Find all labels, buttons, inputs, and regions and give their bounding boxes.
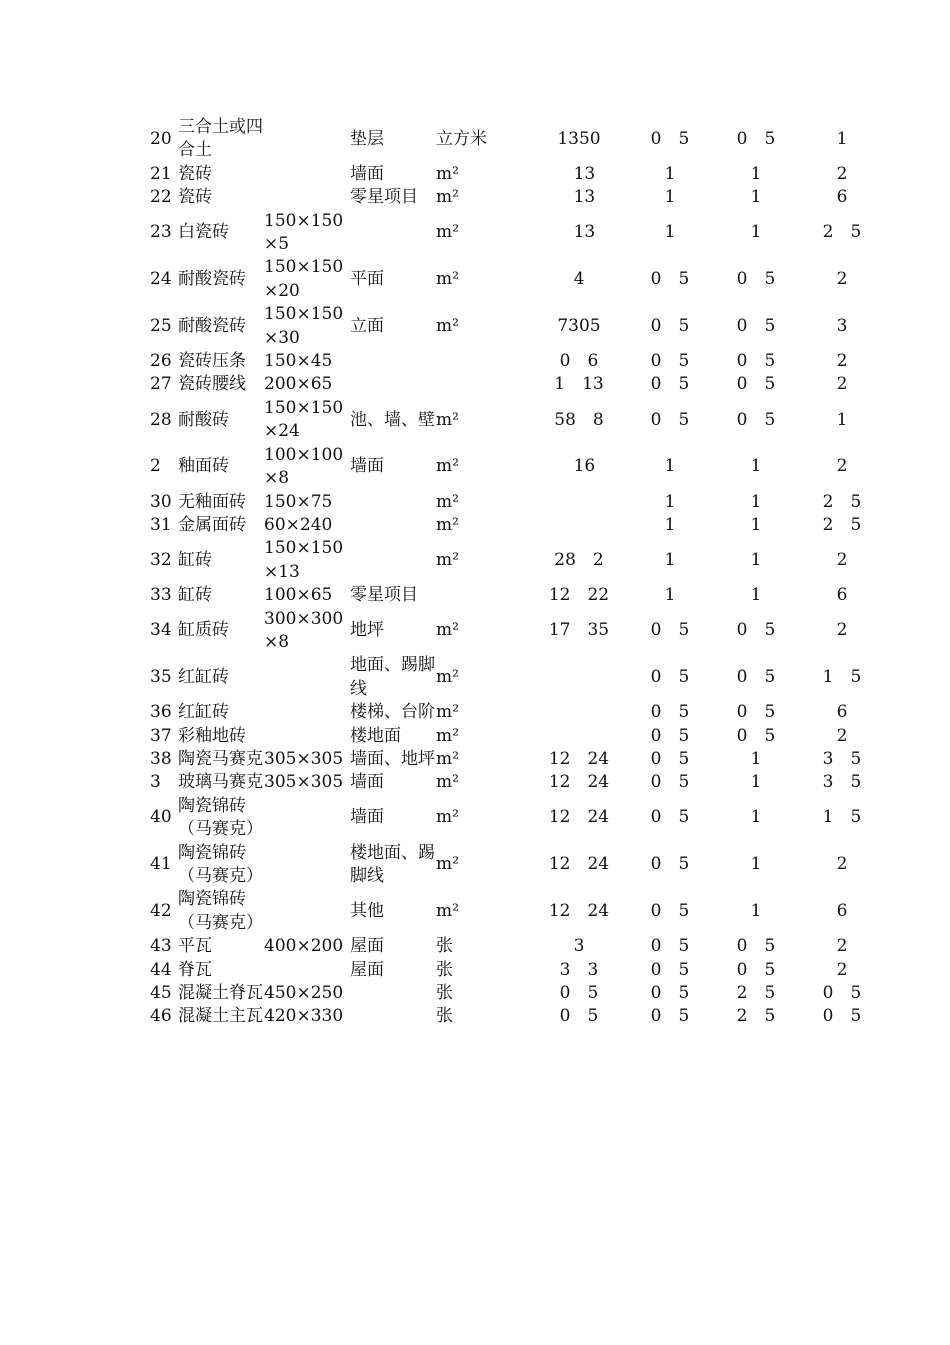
- usage-cell: [350, 514, 436, 537]
- unit-cell: m²: [436, 550, 459, 571]
- material-name-cell: 脊瓦: [178, 959, 212, 980]
- value-2-cell: 1: [664, 550, 676, 571]
- unit-cell: [436, 584, 531, 607]
- row-number-cell: 25: [150, 315, 172, 336]
- row-number-cell: 2: [150, 456, 161, 477]
- row-number-cell: 42: [150, 901, 172, 922]
- usage-cell: 墙面、地坪: [350, 748, 435, 769]
- table-row: [150, 888, 885, 935]
- row-number-cell: 33: [150, 585, 172, 606]
- table-row: [150, 444, 885, 491]
- material-name-cell: 陶瓷锦砖（马赛克）: [178, 842, 263, 886]
- material-name-cell: 金属面砖: [178, 514, 246, 535]
- value-3-cell: 0 5: [736, 702, 776, 723]
- value-4-cell: 2 5: [822, 514, 862, 535]
- value-1-cell: 7305: [557, 315, 601, 336]
- value-3-cell: 1: [750, 491, 762, 512]
- specification-cell: 150×45: [264, 351, 333, 372]
- unit-cell: 立方米: [436, 128, 487, 149]
- value-1-cell: 12 22: [548, 585, 610, 606]
- usage-cell: 垫层: [350, 128, 384, 149]
- value-3-cell: 1: [750, 163, 762, 184]
- table-row: [150, 210, 885, 257]
- value-4-cell: 0 5: [822, 983, 862, 1004]
- value-4-cell: 2: [836, 374, 848, 395]
- value-2-cell: 0 5: [650, 667, 690, 688]
- material-name-cell: 瓷砖腰线: [178, 374, 246, 395]
- table-row: [150, 654, 885, 701]
- value-1-cell: 13: [562, 163, 596, 184]
- usage-cell: [350, 491, 436, 514]
- unit-cell: m²: [436, 409, 459, 430]
- value-4-cell: 6: [836, 585, 848, 606]
- material-name-cell: 陶瓷锦砖（马赛克）: [178, 889, 263, 933]
- unit-cell: 张: [436, 983, 453, 1004]
- usage-cell: [350, 350, 436, 373]
- material-name-cell: 釉面砖: [178, 456, 229, 477]
- material-name-cell: 缸砖: [178, 550, 212, 571]
- row-number-cell: 43: [150, 936, 172, 957]
- specification-cell: 400×200: [264, 936, 344, 957]
- value-4-cell: 0 5: [822, 1006, 862, 1027]
- value-3-cell: 1: [750, 748, 762, 769]
- value-1-cell: 3 3: [559, 959, 599, 980]
- value-3-cell: 1: [750, 854, 762, 875]
- specification-cell: [264, 842, 350, 889]
- value-2-cell: 0 5: [650, 983, 690, 1004]
- value-1-cell: 13: [562, 222, 596, 243]
- value-3-cell: 0 5: [736, 725, 776, 746]
- value-4-cell: 2: [836, 936, 848, 957]
- value-4-cell: 2: [836, 620, 848, 641]
- unit-cell: m²: [436, 514, 459, 535]
- table-row: [150, 303, 885, 350]
- specification-cell: [264, 186, 350, 209]
- value-4-cell: 2: [836, 854, 848, 875]
- unit-cell: m²: [436, 187, 459, 208]
- value-2-cell: 0 5: [650, 374, 690, 395]
- value-2-cell: 0 5: [650, 807, 690, 828]
- table-row: [150, 1005, 885, 1028]
- value-2-cell: 1: [664, 456, 676, 477]
- value-2-cell: 0 5: [650, 409, 690, 430]
- usage-cell: [350, 982, 436, 1005]
- value-1-cell: 12 24: [548, 901, 610, 922]
- specification-cell: [264, 795, 350, 842]
- value-2-cell: 0 5: [650, 315, 690, 336]
- material-name-cell: 陶瓷马赛克: [178, 748, 263, 769]
- usage-cell: 屋面: [350, 936, 384, 957]
- value-4-cell: 2: [836, 725, 848, 746]
- specification-cell: 300×300×8: [264, 608, 344, 652]
- value-2-cell: 1: [664, 163, 676, 184]
- specification-cell: [264, 725, 350, 748]
- value-3-cell: 0 5: [736, 351, 776, 372]
- unit-cell: m²: [436, 748, 459, 769]
- table-row: [150, 842, 885, 889]
- table-row: [150, 959, 885, 982]
- specification-cell: 150×150×13: [264, 538, 344, 582]
- value-4-cell: 1: [836, 128, 848, 149]
- value-1-cell: [531, 654, 627, 701]
- table-row: [150, 725, 885, 748]
- row-number-cell: 28: [150, 409, 172, 430]
- row-number-cell: 21: [150, 163, 172, 184]
- value-4-cell: 2: [836, 269, 848, 290]
- value-2-cell: 1: [664, 222, 676, 243]
- row-number-cell: 45: [150, 983, 172, 1004]
- material-name-cell: 三合土或四合土: [178, 117, 263, 161]
- row-number-cell: 27: [150, 374, 172, 395]
- value-1-cell: [531, 514, 627, 537]
- table-row: [150, 373, 885, 396]
- unit-cell: m²: [436, 667, 459, 688]
- specification-cell: [264, 888, 350, 935]
- value-2-cell: 0 5: [650, 725, 690, 746]
- unit-cell: m²: [436, 901, 459, 922]
- value-4-cell: 3 5: [822, 748, 862, 769]
- unit-cell: m²: [436, 269, 459, 290]
- usage-cell: 立面: [350, 315, 384, 336]
- specification-cell: [264, 959, 350, 982]
- row-number-cell: 23: [150, 222, 172, 243]
- value-1-cell: 3: [573, 936, 585, 957]
- unit-cell: [436, 373, 531, 396]
- value-4-cell: 3: [836, 315, 848, 336]
- value-2-cell: 0 5: [650, 620, 690, 641]
- value-1-cell: 0 5: [559, 1006, 599, 1027]
- material-name-cell: 缸砖: [178, 585, 212, 606]
- specification-cell: 100×65: [264, 585, 333, 606]
- value-3-cell: 0 5: [736, 620, 776, 641]
- specification-cell: [264, 654, 350, 701]
- specification-cell: [264, 116, 350, 163]
- value-1-cell: 13: [562, 187, 596, 208]
- value-4-cell: 2: [836, 550, 848, 571]
- usage-cell: 屋面: [350, 959, 384, 980]
- value-2-cell: 0 5: [650, 901, 690, 922]
- unit-cell: m²: [436, 725, 459, 746]
- usage-cell: 池、墙、壁: [350, 409, 435, 430]
- material-name-cell: 瓷砖压条: [178, 351, 246, 372]
- table-row: [150, 982, 885, 1005]
- unit-cell: m²: [436, 456, 459, 477]
- value-1-cell: 0 5: [559, 983, 599, 1004]
- value-3-cell: 1: [750, 772, 762, 793]
- material-name-cell: 耐酸瓷砖: [178, 315, 246, 336]
- row-number-cell: 30: [150, 491, 172, 512]
- table-row: [150, 491, 885, 514]
- table-row: [150, 771, 885, 794]
- usage-cell: 地面、踢脚线: [350, 655, 435, 699]
- value-1-cell: [531, 725, 627, 748]
- value-2-cell: 0 5: [650, 269, 690, 290]
- value-3-cell: 1: [750, 222, 762, 243]
- value-2-cell: 0 5: [650, 1006, 690, 1027]
- material-name-cell: 混凝土主瓦: [178, 1006, 263, 1027]
- usage-cell: 平面: [350, 269, 384, 290]
- value-1-cell: 0 6: [559, 351, 599, 372]
- unit-cell: 张: [436, 936, 453, 957]
- specification-cell: 200×65: [264, 374, 333, 395]
- value-1-cell: [531, 701, 627, 724]
- row-number-cell: 24: [150, 269, 172, 290]
- unit-cell: m²: [436, 702, 459, 723]
- value-4-cell: 1 5: [822, 807, 862, 828]
- value-3-cell: 0 5: [736, 374, 776, 395]
- value-4-cell: 2: [836, 351, 848, 372]
- row-number-cell: 41: [150, 854, 172, 875]
- unit-cell: m²: [436, 854, 459, 875]
- value-3-cell: 0 5: [736, 667, 776, 688]
- row-number-cell: 3: [150, 772, 161, 793]
- value-2-cell: 1: [664, 514, 676, 535]
- usage-cell: 墙面: [350, 163, 384, 184]
- value-4-cell: 2: [836, 163, 848, 184]
- usage-cell: [350, 1005, 436, 1028]
- unit-cell: m²: [436, 163, 459, 184]
- material-name-cell: 陶瓷锦砖（马赛克）: [178, 795, 263, 840]
- row-number-cell: 31: [150, 514, 172, 535]
- value-1-cell: 12 24: [548, 854, 610, 875]
- unit-cell: 张: [436, 1006, 453, 1027]
- value-3-cell: 0 5: [736, 936, 776, 957]
- material-name-cell: 耐酸砖: [178, 409, 229, 430]
- table-row: [150, 397, 885, 444]
- value-4-cell: 1 5: [822, 667, 862, 688]
- usage-cell: 其他: [350, 901, 384, 922]
- value-2-cell: 0 5: [650, 959, 690, 980]
- usage-cell: 零星项目: [350, 585, 418, 606]
- row-number-cell: 26: [150, 351, 172, 372]
- material-name-cell: 白瓷砖: [178, 222, 229, 243]
- table-row: [150, 584, 885, 607]
- usage-cell: 地坪: [350, 620, 384, 641]
- value-1-cell: 28 2: [554, 550, 604, 571]
- usage-cell: 墙面: [350, 807, 384, 828]
- value-4-cell: 3 5: [822, 772, 862, 793]
- usage-cell: [350, 537, 436, 584]
- value-2-cell: 0 5: [650, 128, 690, 149]
- row-number-cell: 37: [150, 725, 172, 746]
- specification-cell: 150×150×30: [264, 304, 344, 348]
- specification-cell: 60×240: [264, 514, 333, 535]
- value-2-cell: 0 5: [650, 351, 690, 372]
- usage-cell: 零星项目: [350, 187, 418, 208]
- table-row: [150, 795, 885, 842]
- value-2-cell: 1: [664, 585, 676, 606]
- value-3-cell: 0 5: [736, 315, 776, 336]
- table-row: [150, 608, 885, 655]
- unit-cell: m²: [436, 620, 459, 641]
- table-row: [150, 116, 885, 163]
- value-1-cell: 12 24: [548, 772, 610, 793]
- row-number-cell: 35: [150, 667, 172, 688]
- value-2-cell: 0 5: [650, 936, 690, 957]
- value-2-cell: 0 5: [650, 702, 690, 723]
- row-number-cell: 22: [150, 187, 172, 208]
- material-name-cell: 彩釉地砖: [178, 725, 246, 746]
- usage-cell: 楼梯、台阶: [350, 702, 435, 723]
- value-2-cell: 1: [664, 491, 676, 512]
- material-loss-table: [150, 116, 885, 1029]
- row-number-cell: 34: [150, 620, 172, 641]
- value-1-cell: 1350: [557, 128, 601, 149]
- value-1-cell: 17 35: [548, 620, 610, 641]
- row-number-cell: 38: [150, 748, 172, 769]
- value-2-cell: 0 5: [650, 772, 690, 793]
- value-3-cell: 1: [750, 550, 762, 571]
- value-3-cell: 0 5: [736, 128, 776, 149]
- material-name-cell: 混凝土脊瓦: [178, 983, 263, 1004]
- row-number-cell: 46: [150, 1006, 172, 1027]
- document-sheet: [150, 116, 885, 1029]
- row-number-cell: 44: [150, 959, 172, 980]
- usage-cell: [350, 373, 436, 396]
- value-4-cell: 2 5: [822, 491, 862, 512]
- usage-cell: [350, 210, 436, 257]
- value-3-cell: 1: [750, 901, 762, 922]
- value-4-cell: 2: [836, 456, 848, 477]
- specification-cell: 150×150×5: [264, 210, 344, 255]
- value-4-cell: 1: [836, 409, 848, 430]
- row-number-cell: 20: [150, 128, 172, 149]
- specification-cell: 150×150×20: [264, 257, 344, 301]
- specification-cell: 420×330: [264, 1006, 344, 1027]
- specification-cell: [264, 701, 350, 724]
- table-row: [150, 514, 885, 537]
- value-4-cell: 6: [836, 901, 848, 922]
- specification-cell: [264, 163, 350, 186]
- table-row: [150, 256, 885, 303]
- unit-cell: 张: [436, 959, 453, 980]
- table-row: [150, 350, 885, 373]
- material-name-cell: 瓷砖: [178, 163, 212, 184]
- material-name-cell: 玻璃马赛克: [178, 772, 263, 793]
- material-name-cell: 耐酸瓷砖: [178, 269, 246, 290]
- table-row: [150, 163, 885, 186]
- value-4-cell: 6: [836, 702, 848, 723]
- unit-cell: [436, 350, 531, 373]
- material-name-cell: 缸质砖: [178, 620, 229, 641]
- value-4-cell: 2: [836, 959, 848, 980]
- value-1-cell: 4: [573, 269, 585, 290]
- value-4-cell: 2 5: [822, 222, 862, 243]
- material-name-cell: 无釉面砖: [178, 491, 246, 512]
- specification-cell: 100×100×8: [264, 444, 344, 489]
- table-row: [150, 186, 885, 209]
- usage-cell: 楼地面、踢脚线: [350, 842, 435, 886]
- value-3-cell: 0 5: [736, 959, 776, 980]
- table-body: [150, 116, 885, 1029]
- value-3-cell: 2 5: [736, 1006, 776, 1027]
- value-3-cell: 1: [750, 456, 762, 477]
- specification-cell: 150×75: [264, 491, 333, 512]
- unit-cell: m²: [436, 222, 459, 243]
- value-3-cell: 1: [750, 585, 762, 606]
- table-row: [150, 701, 885, 724]
- unit-cell: m²: [436, 772, 459, 793]
- material-name-cell: 平瓦: [178, 936, 212, 957]
- value-1-cell: 1 13: [554, 374, 604, 395]
- table-row: [150, 537, 885, 584]
- specification-cell: 305×305: [264, 748, 344, 769]
- usage-cell: 墙面: [350, 456, 384, 477]
- value-1-cell: 16: [562, 456, 596, 477]
- unit-cell: m²: [436, 491, 459, 512]
- material-name-cell: 红缸砖: [178, 667, 229, 688]
- value-3-cell: 1: [750, 514, 762, 535]
- value-1-cell: [531, 491, 627, 514]
- usage-cell: 楼地面: [350, 725, 401, 746]
- specification-cell: 305×305: [264, 772, 344, 793]
- value-3-cell: 1: [750, 187, 762, 208]
- specification-cell: 150×150×24: [264, 397, 344, 442]
- row-number-cell: 32: [150, 550, 172, 571]
- value-2-cell: 0 5: [650, 854, 690, 875]
- value-2-cell: 0 5: [650, 748, 690, 769]
- value-3-cell: 1: [750, 807, 762, 828]
- row-number-cell: 40: [150, 807, 172, 828]
- value-1-cell: 12 24: [548, 807, 610, 828]
- material-name-cell: 瓷砖: [178, 187, 212, 208]
- material-name-cell: 红缸砖: [178, 702, 229, 723]
- value-3-cell: 0 5: [736, 269, 776, 290]
- unit-cell: m²: [436, 315, 459, 336]
- value-3-cell: 2 5: [736, 983, 776, 1004]
- row-number-cell: 36: [150, 702, 172, 723]
- table-row: [150, 748, 885, 771]
- value-3-cell: 0 5: [736, 409, 776, 430]
- value-4-cell: 6: [836, 187, 848, 208]
- specification-cell: 450×250: [264, 983, 344, 1004]
- value-1-cell: 58 8: [554, 409, 604, 430]
- value-2-cell: 1: [664, 187, 676, 208]
- usage-cell: 墙面: [350, 772, 384, 793]
- value-1-cell: 12 24: [548, 748, 610, 769]
- unit-cell: m²: [436, 807, 459, 828]
- table-row: [150, 935, 885, 958]
